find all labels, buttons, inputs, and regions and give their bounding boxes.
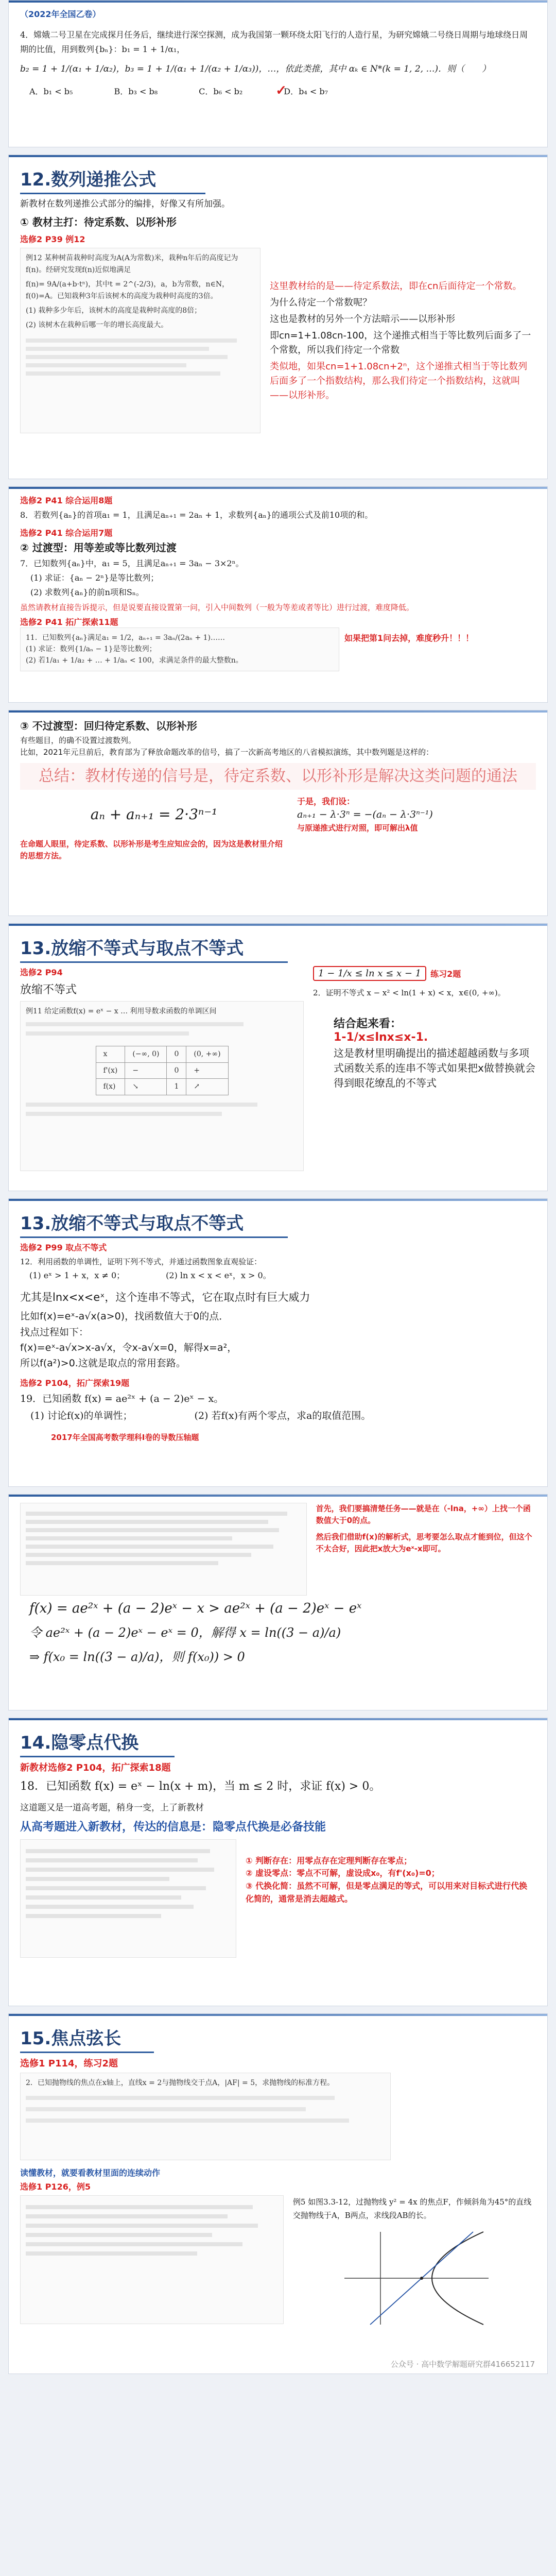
title-underline [20,1236,288,1238]
check-icon: ✓ [275,82,287,98]
reference-label: 选修1 P114，练习2题 [20,2058,118,2069]
solution-formula: 令 ae²ˣ + (a − 2)eˣ − eˣ = 0，解得 x = ln((3 − a)/a) [29,1625,341,1640]
method-line: 比如f(x)=eˣ-a√x(a>0)，找函数值大于0的点． [20,1311,229,1323]
step1-heading [20,214,536,229]
reference-label: 选修2 P41 综合运用7题 [20,528,113,538]
exam-tag: （2022年全国乙卷） [20,9,101,19]
method-box [20,1309,536,1371]
title-text: 12.数列递推公式 [20,170,157,190]
slide-hidden-zero [8,1718,548,2006]
q19-part2: (2) 若f(x)有两个零点，求a的取值范围。 [194,1410,371,1422]
tip-line: 读懂教材，就要看教材里面的连续动作 [20,2168,161,2178]
table-cell: + [186,1062,228,1078]
table-cell: 1 [167,1079,186,1095]
key-line: 尤其是lnx<x<eˣ，这个连串不等式，它在取点时有巨大威力 [20,1291,310,1304]
q12-options [20,1268,536,1283]
question-19 [20,1388,536,1427]
slide-title [9,1201,547,1241]
side-note [270,233,536,433]
question-formula: b₂ = 1 + 1/(α₁ + 1/α₂)，b₃ = 1 + 1/(α₁ + 1/(α₂ + 1/α₃))，…，依此类推，其中 αₖ ∈ N*(k = 1, 2, …)．则（ ） [20,64,491,74]
step-item: ② 虚设零点：零点不可解，虚设成x₀，有f'(x₀)=0； [246,1868,440,1878]
given-formula: aₙ + aₙ₊₁ = 2·3ⁿ⁻¹ [90,805,218,823]
question-12 [20,1253,536,1285]
method-line: f(x)=eˣ-a√x>x-a√x，令x-a√x=0，解得x=a²， [20,1342,237,1354]
q12-stem: 12．利用函数的单调性，证明下列不等式，并通过函数图象直观验证： [20,1257,262,1266]
exam-question-text [9,20,547,102]
reference-label: 选修1 P126，例5 [20,2182,91,2192]
table-cell: ↗ [186,1079,228,1095]
scan-line: (1) 栽种多少年后，该树木的高度是栽种时高度的8倍； [26,306,202,315]
title-text: 14.隐零点代换 [20,1733,139,1753]
options [20,84,536,99]
banner-text: 总结：教材传递的信号是，待定系数、以形补形是解决这类问题的通法 [39,767,517,785]
option-c: C．b₆ < b₂ [199,86,243,96]
reference-label: 选修2 P41 拓广探索11题 [20,617,118,627]
top-formula: 1 − 1/x ≤ ln x ≤ x − 1 [313,966,426,981]
table-cell: 0 [167,1062,186,1078]
title-text: 13.放缩不等式与取点不等式 [20,1213,244,1234]
note-line: 这里教材给的是——待定系数法，即在cn后面待定一个常数。 [270,281,522,292]
steps-box [246,1839,534,1958]
slide-no-transition [8,710,548,916]
q19-part1: (1) 讨论f(x)的单调性； [30,1410,133,1422]
callout-line: 首先，我们要搞清楚任务——就是在（-lna，+∞）上找一个函数值大于0的点。 [316,1504,531,1525]
table-cell: f'(x) [96,1062,125,1078]
slide-transition [8,486,548,703]
exam-note: 2017年全国高考数学理科I卷的导数压轴题 [51,1433,199,1443]
section-label: 放缩不等式 [20,984,77,996]
q11-stem: 11．已知数列{aₙ}满足a₁ = 1/2，aₙ₊₁ = 3aₙ/(2aₙ + 1)…… [26,633,225,642]
question-stem: 4．嫦娥二号卫星在完成探月任务后，继续进行深空探测，成为我国第一颗环绕太阳飞行的人造行星，为研究嫦娥二号绕日周期与地球绕日周期的比值，用到数列{bₙ}：b₁ = 1 + 1/α₁， [20,30,528,54]
slide-solution [8,1494,548,1710]
q19-stem: 19．已知函数 f(x) = ae²ˣ + (a − 2)eˣ − x。 [20,1393,224,1404]
slide-title [9,1720,547,1760]
title-underline [20,193,205,194]
step1-text: ① 教材主打：待定系数、以形补形 [20,216,177,229]
solution-scan [20,1839,236,1958]
q11-part2: (2) 若1/a₁ + 1/a₂ + … + 1/aₙ < 100，求满足条件的最大整数n。 [26,656,243,665]
conclusion-formula: 1-1/x≤lnx≤x-1. [334,1031,428,1044]
scan-question: 2．已知抛物线的焦点在x轴上，直线x = 2与抛物线交于点A，|AF| = 5，求抛物线的标准方程。 [26,2079,335,2087]
hint-formula: aₙ₊₁ − λ·3ⁿ = −(aₙ − λ·3ⁿ⁻¹) [297,809,433,820]
desc-line: 比如，2021年元旦前后，教育部为了释放命题改革的信号，搞了一次新高考地区的八省模拟演练，其中数列题是这样的： [20,748,434,757]
sub-text: 这道题又是一道高考题，稍身一变，上了新教材 [20,1802,204,1813]
method-line: 找点过程如下： [20,1326,89,1338]
title-underline [20,2052,154,2053]
q12-option: (1) eˣ > 1 + x，x ≠ 0； [29,1270,125,1281]
option-a: A．b₁ < b₅ [29,86,73,96]
conclusion-title: 结合起来看： [334,1018,402,1031]
desc-line: 有些题目，的确不设置过渡数列。 [20,736,136,745]
hint-box [297,795,524,833]
option-b: B．b₃ < b₈ [114,86,158,96]
watermark: 公众号 · 高中数学解题研究群416652117 [390,2360,535,2369]
hint-text: 与原递推式进行对照，即可解出λ值 [297,823,418,833]
scan-faded-lines [26,1022,298,1036]
reference-label: 选修2 P104，拓广探索19题 [20,1378,130,1388]
question-7 [20,554,536,602]
scan-line: 例12 某种树苗栽种时高度为A(A为常数)米，栽种n年后的高度记为f(n)。经研究发现f(n)近似地满足 [26,254,238,274]
table-cell: (−∞, 0) [125,1046,167,1062]
textbook-scan [20,2073,391,2160]
scan-faded-lines [26,338,255,376]
reference-label: 选修2 P39 例12 [20,234,85,245]
reference-label: 新教材选修2 P104，拓广探索18题 [20,1762,171,1773]
slide-inequality-2 [8,1198,548,1487]
step2-heading: ② 过渡型：用等差或等比数列过渡 [20,541,177,554]
scan-head: 例11 给定函数f(x) = eˣ − x … 利用导数求函数的单调区间 [26,1007,217,1015]
table-cell: (0, +∞) [186,1046,228,1062]
reference-label: 选修2 P99 取点不等式 [20,1243,107,1252]
intro-text: 新教材在数列递推公式部分的编排，好像又有所加强。 [20,199,230,209]
banner-text: 从高考题进入新教材，传达的信息是：隐零点代换是必备技能 [20,1820,326,1834]
parabola-figure [339,2227,494,2330]
step3-heading [20,718,536,733]
callout-line: 然后我们借助f(x)的解析式，思考要怎么取点才能到位，但这个不太合好，因此把x放大为eˣ-x即可。 [316,1532,532,1553]
summary-banner [20,763,536,790]
table-cell: − [125,1062,167,1078]
note-line: 为什么待定一个常数呢？ [270,297,372,309]
question-18: 18．已知函数 f(x) = eˣ − ln(x + m)，当 m ≤ 2 时，求证 f(x) > 0。 [20,1780,381,1793]
slide-title [9,926,547,966]
scan-faded-lines [26,1103,298,1116]
red-note: 虽然请教材直接告诉提示，但是说要直接设置第一问，引入中间数列（一般为等差或者等比）进行过渡，难度降低。 [20,603,414,612]
textbook-scan [20,248,260,433]
sign-table [96,1046,229,1095]
reference-label: 选修2 P94 [20,968,63,977]
q7-part1: (1) 求证：{aₙ − 2ⁿ}是等比数列； [30,573,159,583]
reference-label: 练习2题 [430,969,461,979]
solution-scan [20,2195,284,2324]
solution-scan [20,1503,307,1596]
q12-option: (2) ln x < x < eˣ，x > 0。 [166,1270,271,1281]
conclusion-text: 这是教材里明确提出的描述超越函数与多项式函数关系的连串不等式如果把x做替换就会得到眼花缭乱的不等式 [334,1047,535,1090]
slide-focal-chord [8,2013,548,2374]
scan-line: (2) 该树木在栽种后哪一年的增长高度最大。 [26,321,168,330]
note-line: 类似地，如果cn=1+1.08cn+2ⁿ，这个递推式相当于等比数列后面多了一个指数结构，那么我们待定一个指数结构，这就叫——以形补形。 [270,361,528,401]
option-d-wrap [275,82,328,99]
textbook-scan [20,1001,304,1171]
callout-box [316,1503,536,1596]
note-line: 即cn=1+1.08cn-100，这个递推式相当于等比数列后面多了一个常数，所以我们待定一个常数 [270,330,531,355]
slide-recurrence [8,155,548,479]
question-2: 2．证明不等式 x − x² < ln(1 + x) < x，x∈(0, +∞)。 [313,988,506,997]
bottom-note: 在命题人眼里，待定系数、以形补形是考生应知应会的，因为这是教材里介绍的思想方法。 [20,839,283,860]
step3-text: ③ 不过渡型：回归待定系数、以形补形 [20,720,197,732]
slide-title [9,2016,547,2056]
method-line: 所以f(a²)>0.这就是取点的常用套路。 [20,1358,186,1369]
solution-formula: ⇒ f(x₀ = ln((3 − a)/a)，则 f(x₀)) > 0 [29,1650,245,1664]
tip-text: 如果把第1问去掉，难度秒升！！！ [344,633,474,643]
question-8: 8．若数列{aₙ}的首项a₁ = 1，且满足aₙ₊₁ = 2aₙ + 1，求数列{aₙ}的通项公式及前10项的和。 [20,510,373,520]
solution-formula: f(x) = ae²ˣ + (a − 2)eˣ − x > ae²ˣ + (a − 2)eˣ − eˣ [29,1601,362,1616]
title-text: 13.放缩不等式与取点不等式 [20,938,244,959]
q11-part1: (1) 求证：数列{1/aₙ − 1}是等比数列； [26,645,157,653]
reference-label: 选修2 P41 综合运用8题 [20,496,113,505]
table-cell: x [96,1046,125,1062]
slide-title [9,157,547,197]
example-5: 例5 如图3.3-12，过抛物线 y² = 4x 的焦点F，作倾斜角为45°的直线交抛物线于A，B两点，求线段AB的长。 [292,2197,532,2221]
step-item: ③ 代换化简：虽然不可解，但是零点满足的等式，可以用来对目标式进行代换化简的，通常是消去超越式。 [246,1881,528,1904]
hint-title: 于是，我们设： [297,796,355,806]
title-text: 15.焦点弦长 [20,2028,121,2049]
table-cell: f(x) [96,1079,125,1095]
scan-line: f(n)= 9A/(a+b·tⁿ)，其中t = 2^(-2/3)，a，b为常数，n∈N，f(0)=A。已知栽种3年后该树木的高度为栽种时高度的3倍。 [26,280,230,300]
option-d: D．b₄ < b₇ [284,86,328,96]
title-underline [20,961,288,963]
table-cell: 0 [167,1046,186,1062]
slide-inequality-1 [8,923,548,1191]
q7-stem: 7．已知数列{aₙ}中，a₁ = 5，且满足aₙ₊₁ = 3aₙ − 3×2ⁿ。 [20,558,244,568]
title-underline [20,1756,175,1757]
q7-part2: (2) 求数列{aₙ}的前n项和Sₙ。 [30,587,144,597]
table-cell: ↘ [125,1079,167,1095]
slide-exam-question [8,0,548,147]
textbook-scan [20,628,339,671]
step-item: ① 判断存在：用零点存在定理判断存在零点； [246,1855,412,1866]
conclusion-box [313,1015,536,1091]
note-line: 这也是教材的另外一个方法暗示——以形补形 [270,314,456,325]
